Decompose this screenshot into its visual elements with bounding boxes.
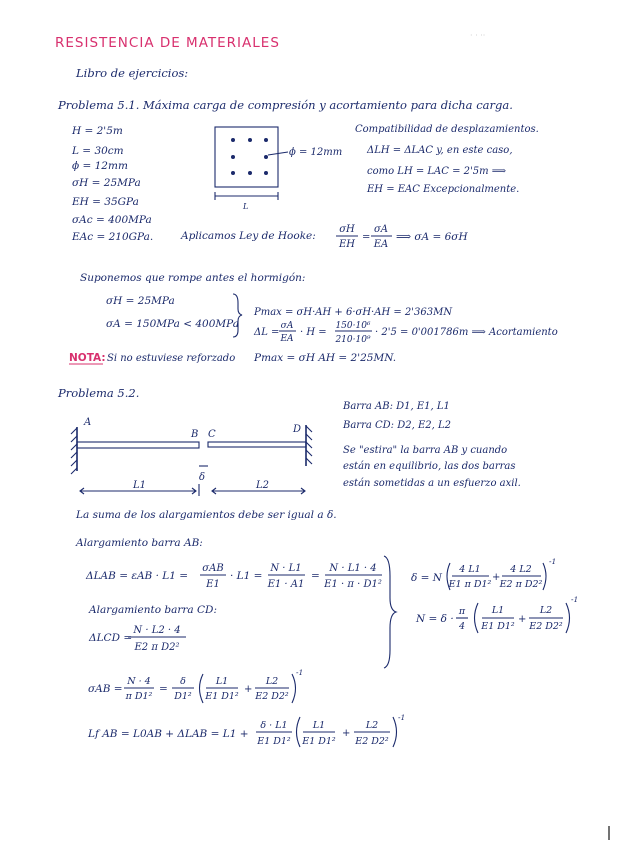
label-delta: δ	[199, 472, 206, 483]
problem-5-2-heading: Problema 5.2.	[58, 386, 140, 400]
svg-text:4: 4	[458, 621, 466, 632]
label-b: B	[191, 429, 199, 440]
label-l2: L2	[256, 480, 270, 491]
pmax-equation: Pmax = σH·AH + 6·σH·AH = 2'363MN	[254, 307, 453, 318]
description-line-2: están en equilibrio, las dos barras	[343, 461, 516, 472]
svg-text:-1: -1	[296, 668, 304, 677]
svg-text:· H =: · H =	[300, 327, 327, 338]
wall-hatching-left	[71, 428, 77, 474]
svg-text:L1: L1	[312, 720, 326, 731]
curly-brace	[233, 294, 242, 337]
svg-text:σA: σA	[373, 224, 389, 235]
svg-text:σAB =: σAB =	[88, 683, 123, 695]
svg-text:EH: EH	[338, 239, 356, 250]
rebar-dots	[231, 138, 268, 175]
svg-text:E1 π D1²: E1 π D1²	[448, 579, 492, 590]
svg-text:-1: -1	[398, 713, 406, 722]
page-title: RESISTENCIA DE MATERIALES	[55, 35, 280, 51]
svg-text:4 L1: 4 L1	[459, 564, 481, 575]
hooke-law-equation	[180, 224, 468, 250]
svg-text:=: =	[159, 683, 168, 695]
svg-text:-1: -1	[571, 595, 579, 604]
phi-label: ϕ = 12mm	[289, 147, 343, 158]
svg-text:π D1²: π D1²	[125, 691, 153, 702]
svg-text:L1: L1	[215, 676, 229, 687]
shortening-equation	[253, 321, 558, 345]
svg-text:ΔL =: ΔL =	[254, 327, 280, 338]
cross-section-square	[215, 127, 278, 187]
problem-5-1-heading: Problema 5.1. Máxima carga de compresión y acortamiento para dicha carga.	[58, 98, 513, 112]
bar-ab	[77, 442, 199, 448]
svg-text:L2: L2	[265, 676, 279, 687]
svg-text:σAB: σAB	[202, 563, 224, 574]
svg-text:σH: σH	[339, 224, 355, 235]
wall-hatching-right	[306, 426, 312, 464]
svg-text:L1: L1	[491, 605, 505, 616]
data-e-h: EH = 35GPa	[72, 196, 139, 208]
data-phi: ϕ = 12mm	[72, 160, 128, 172]
svg-text:E2 π D2²: E2 π D2²	[499, 579, 543, 590]
data-sigma-ac: σAc = 400MPa	[72, 214, 152, 226]
svg-text:E2 D2²: E2 D2²	[255, 691, 289, 702]
svg-text:4 L2: 4 L2	[510, 564, 532, 575]
scan-mark: · · ··	[470, 31, 486, 40]
compat-line-1: ΔLH = ΔLAC y, en este caso,	[367, 145, 513, 156]
delta-equation	[411, 557, 556, 590]
svg-text:δ · L1: δ · L1	[260, 720, 288, 731]
description-line-1: Se "estira" la barra AB y cuando	[343, 445, 508, 456]
svg-text:E1 D1²: E1 D1²	[302, 736, 336, 747]
cd-elongation-title: Alargamiento barra CD:	[89, 604, 217, 616]
bar-cd-properties: Barra CD: D2, E2, L2	[343, 420, 451, 431]
svg-text:EA: EA	[373, 239, 389, 250]
sum-statement: La suma de los alargamientos debe ser igual a δ.	[76, 509, 337, 521]
svg-text:E2 D2²: E2 D2²	[529, 621, 563, 632]
svg-text:δ: δ	[180, 676, 186, 687]
ab-elongation-equation	[85, 563, 382, 590]
assumption-line: Suponemos que rompe antes el hormigón:	[80, 272, 306, 284]
bar-ab-properties: Barra AB: D1, E1, L1	[343, 401, 450, 412]
hooke-result: ⟹ σA = 6σH	[396, 231, 468, 243]
svg-text:=: =	[311, 570, 320, 582]
svg-text:D1²: D1²	[174, 691, 192, 702]
svg-text:· L1 =: · L1 =	[230, 570, 263, 582]
svg-text:-1: -1	[549, 557, 557, 566]
subtitle: Libro de ejercicios:	[76, 66, 189, 80]
svg-text:L2: L2	[539, 605, 553, 616]
svg-text:δ = N: δ = N	[411, 572, 442, 584]
dimension-label-l: L	[243, 202, 249, 211]
svg-text:+: +	[342, 728, 351, 739]
svg-text:150·10⁶: 150·10⁶	[335, 321, 371, 331]
stress-ab-equation	[88, 668, 303, 703]
svg-text:E1 · A1: E1 · A1	[267, 579, 305, 590]
equation-brace	[384, 556, 396, 668]
bar-cd	[208, 442, 306, 447]
svg-text:E2 D2²: E2 D2²	[355, 736, 389, 747]
data-sigma-h: σH = 25MPa	[72, 177, 141, 189]
ab-elongation-title: Alargamiento barra AB:	[76, 537, 203, 549]
svg-text:=: =	[362, 232, 371, 243]
svg-text:N · 4: N · 4	[127, 676, 151, 687]
problem-5-1-data-list	[71, 125, 153, 243]
svg-text:210·10⁹: 210·10⁹	[335, 335, 371, 345]
svg-text:E1 D1²: E1 D1²	[205, 691, 239, 702]
label-c: C	[208, 429, 216, 440]
label-a: A	[84, 417, 92, 428]
svg-text:N · L1: N · L1	[270, 563, 302, 574]
compat-line-3: EH = EAC Excepcionalmente.	[367, 184, 520, 195]
description-line-3: están sometidas a un esfuerzo axil.	[343, 478, 521, 489]
shortening-result: · 2'5 = 0'001786m ⟹ Acortamiento	[375, 327, 558, 338]
svg-text:L2: L2	[365, 720, 379, 731]
svg-text:E1 D1²: E1 D1²	[257, 736, 291, 747]
svg-text:N = δ ·: N = δ ·	[416, 613, 454, 625]
axial-force-equation	[415, 595, 578, 633]
hooke-label: Aplicamos Ley de Hooke:	[181, 230, 316, 242]
svg-text:π: π	[458, 606, 466, 617]
sigma-a-value: σA = 150MPa < 400MPa	[106, 318, 239, 330]
data-e-ac: EAc = 210GPa.	[72, 231, 154, 243]
data-l: L = 30cm	[72, 145, 124, 157]
svg-text:+: +	[244, 684, 253, 695]
svg-text:ΔLAB = εAB · L1 =: ΔLAB = εAB · L1 =	[86, 570, 189, 582]
final-length-equation	[87, 713, 405, 747]
label-d: D	[293, 424, 302, 435]
svg-text:E1: E1	[206, 579, 220, 590]
svg-text:N · L1 · 4: N · L1 · 4	[329, 563, 377, 574]
nota-equation: Pmax = σH AH = 2'25MN.	[254, 352, 397, 364]
svg-text:E2 π D2²: E2 π D2²	[134, 642, 180, 653]
svg-text:N · L2 · 4: N · L2 · 4	[133, 625, 181, 636]
svg-text:σA: σA	[280, 321, 294, 331]
nota-text: Si no estuviese reforzado	[107, 353, 236, 364]
svg-text:E1 · π · D1²: E1 · π · D1²	[324, 579, 382, 590]
svg-text:E1 D1²: E1 D1²	[481, 621, 515, 632]
svg-text:EA: EA	[280, 334, 294, 344]
svg-text:+: +	[518, 614, 527, 625]
nota-label: NOTA:	[69, 352, 106, 364]
compat-line-2: como LH = LAC = 2'5m ⟹	[367, 166, 507, 177]
cross-section-figure	[215, 127, 342, 211]
cd-elongation-equation	[88, 625, 186, 653]
label-l1: L1	[133, 480, 147, 491]
svg-text:+: +	[492, 572, 501, 583]
bars-figure	[71, 417, 312, 496]
svg-text:Lf AB = L0AB + ΔLAB = L1 +: Lf AB = L0AB + ΔLAB = L1 +	[88, 728, 249, 740]
svg-text:ΔLCD =: ΔLCD =	[89, 632, 133, 644]
data-h: H = 2'5m	[72, 125, 123, 137]
compat-title: Compatibilidad de desplazamientos.	[355, 124, 539, 135]
sigma-h-value: σH = 25MPa	[106, 295, 175, 307]
